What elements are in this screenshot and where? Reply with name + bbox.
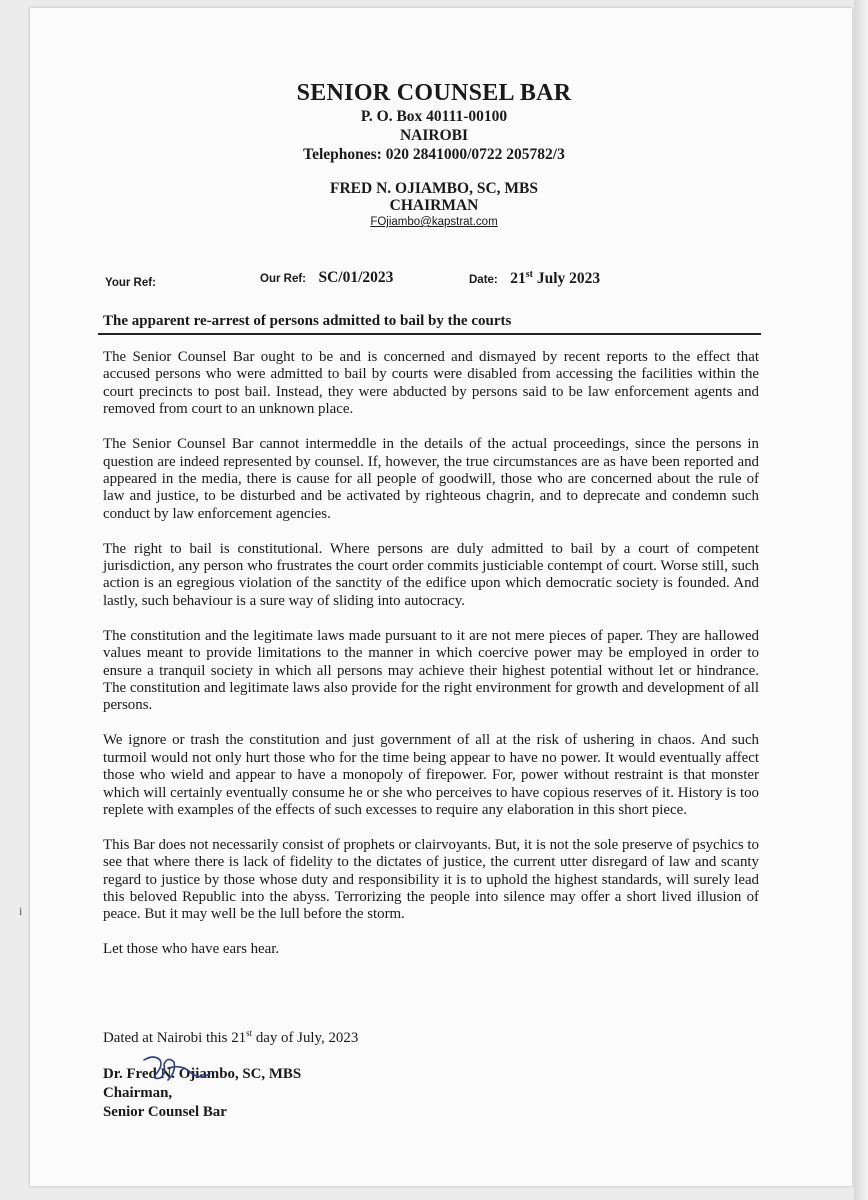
paragraph: The right to bail is constitutional. Where persons are duly admitted to bail by a court of competent jurisdiction, any person who frustrates the court order commits justiciable contempt of court. Worse still, such action is an egregious violation of the sanctity of the edifice upon which democratic society is founded. And lastly, such behaviour is a sure way of sliding into autocracy. (103, 540, 759, 609)
dated-prefix: Dated at Nairobi this 21 (103, 1029, 247, 1046)
paragraph: We ignore or trash the constitution and just government of all at the risk of ushering in chaos. And such turmoil would not only hurt those who for the time being appear to have no power. It would eventually affect those who wield and appear to have a monopoly of firepower. For, power without restraint is that monster which will certainly eventually consume he or she who perceives to have copious reserves of it. History is too replete with examples of the effects of such excesses to require any elaboration in this short piece. (103, 732, 759, 818)
your-ref (105, 273, 156, 291)
signatory-title: Chairman, (103, 1085, 173, 1101)
dated-line (103, 1028, 358, 1047)
paragraph: This Bar does not necessarily consist of prophets or clairvoyants. But, it is not the sole preserve of psychics to see that where there is lack of fidelity to the dictates of justice, the current utter disregard of law and scanty regard to justice by those whose duty and responsibility it is to uphold the highest standards, will surely lead this beloved Republic into the abyss. Terrorizing the people into silence may offer a short lived illusion of peace. But it may well be the lull before the storm. (103, 836, 759, 923)
your-ref-label: Your Ref: (105, 277, 156, 289)
paragraph: The Senior Counsel Bar cannot intermeddle in the details of the actual proceedings, since the persons in question are indeed represented by counsel. If, however, the true circumstances are as have been reported and appeared in the media, there is cause for all people of goodwill, those who are concerned about the rule of law and justice, to be disturbed and be activated by righteous chagrin, and to deprecate and condemn such conduct by law enforcement agencies. (103, 436, 759, 522)
chairman-name: FRED N. OJIAMBO, SC, MBS (330, 180, 538, 197)
telephones: Telephones: 020 2841000/0722 205782/3 (303, 146, 565, 163)
dated-suffix: st (246, 1028, 253, 1038)
org-name: SENIOR COUNSEL BAR (296, 80, 572, 106)
our-ref-value: SC/01/2023 (318, 269, 394, 286)
date-label: Date: (469, 274, 498, 287)
paragraph: The Senior Counsel Bar ought to be and is concerned and dismayed by recent reports to the effect that accused persons who were admitted to bail by courts were disabled from accessing the facilities within the court precincts to post bail. Instead, they were abducted by persons said to be law enforcement agents and removed from court to an unknown place. (103, 349, 759, 418)
email-link[interactable]: FOjiambo@kapstrat.com (370, 216, 498, 228)
subject-heading: The apparent re-arrest of persons admitted to bail by the courts (103, 313, 512, 329)
date-ref (469, 269, 600, 288)
signatory-org: Senior Counsel Bar (103, 1104, 227, 1120)
paragraph: Let those who have ears hear. (103, 941, 280, 958)
date-rest: July 2023 (532, 270, 601, 288)
city: NAIROBI (399, 127, 469, 144)
handwritten-signature (138, 1050, 218, 1090)
paragraph: The constitution and the legitimate laws made pursuant to it are not mere pieces of paper. They are hallowed values meant to provide limitations to the manner in which coercive power may be employed in order to ensure a tranquil society in which all persons may achieve their highest potential without let or hindrance. The constitution and legitimate laws also provide for the right environment for growth and development of all persons. (103, 627, 759, 714)
chairman-title: CHAIRMAN (389, 197, 479, 214)
date-value (510, 270, 600, 287)
po-box: P. O. Box 40111-00100 (360, 108, 508, 125)
our-ref (260, 269, 393, 287)
our-ref-label: Our Ref: (260, 273, 306, 285)
signatory-name: Dr. Fred N. Ojiambo, SC, MBS (103, 1066, 302, 1082)
date-day: 21 (510, 270, 526, 288)
letter-body (103, 349, 759, 976)
margin-mark: i (19, 904, 23, 918)
dated-rest: day of July, 2023 (252, 1029, 359, 1046)
date-suffix: st (525, 269, 533, 280)
subject-rule (98, 333, 761, 335)
